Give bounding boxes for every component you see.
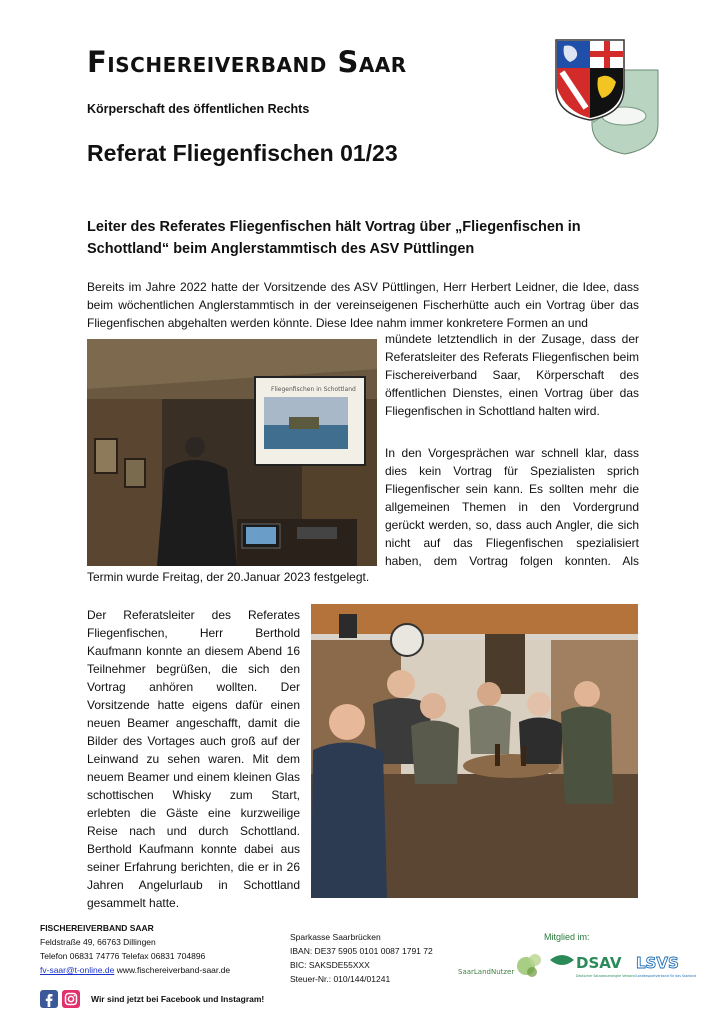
footer-email-link[interactable]: fv-saar@t-online.de bbox=[40, 965, 115, 975]
footer-contact bbox=[40, 921, 280, 977]
paragraph-evening: Der Referatsleiter des Referates Fliegenfischen, Herr Berthold Kaufmann konnte an diesem Abend 16 Teilnehmer begrüßen, die sich den Vortrag anhören wollten. Der Vorsitzende hatte eigens dafür einen neuen Beamer angeschafft, damit die Bilder des Vortages auch groß auf der Leinwand zu sehen waren. Mit dem neuem Beamer und einem kleinen Glas schottischen Whisky zum Start, erlebten die Gäste eine kurzweilige Reise nach und durch Schottland. Berthold Kaufmann konnte dabei aus seiner Erfahrung berichten, die er in 26 Jahren Angelurlaub in Schottland gesammelt hatte. bbox=[87, 608, 300, 910]
dsav-logo bbox=[550, 954, 635, 978]
slide-caption: Fliegenfischen in Schottland bbox=[271, 386, 356, 393]
org-title: Fischereiverband Saar bbox=[87, 45, 407, 79]
svg-text:Landessportverband für das Saa: Landessportverband für das Saarland bbox=[636, 974, 697, 978]
article-headline: Leiter des Referates Fliegenfischen hält Vortrag über „Fliegenfischen in Schottland“ beim Anglerstammtisch des ASV Püttlingen bbox=[87, 219, 581, 257]
svg-text:DSAV: DSAV bbox=[576, 954, 622, 972]
member-label: Mitglied im: bbox=[544, 932, 590, 942]
org-subtitle: Körperschaft des öffentlichen Rechts bbox=[87, 102, 310, 116]
document-heading: Referat Fliegenfischen 01/23 bbox=[87, 140, 398, 166]
paragraph-intro: Bereits im Jahre 2022 hatte der Vorsitzende des ASV Püttlingen, Herr Herbert Leidner, die Idee, dass beim wöchentlichen Anglerstammtisch in der vereinseigenen Fischerhütte auch ein Vortrag über das Fliegenfischen abgehalten werden könnte. Diese Idee nahm immer konkretere Formen an und bbox=[87, 280, 639, 330]
footer-tax-number: Steuer-Nr.: 010/144/01241 bbox=[290, 974, 391, 984]
footer-bic: BIC: SAKSDE55XXX bbox=[290, 960, 370, 970]
stammtisch-group-photo bbox=[311, 604, 638, 898]
instagram-icon[interactable] bbox=[62, 990, 80, 1008]
presentation-photo bbox=[87, 339, 377, 566]
social-media-note: Wir sind jetzt bei Facebook und Instagram! bbox=[91, 994, 265, 1004]
footer-phone: Telefon 06831 74776 Telefax 06831 704896 bbox=[40, 951, 206, 961]
svg-text:Deutscher Salzwasserangler Ver: Deutscher Salzwasserangler Verband bbox=[576, 974, 636, 978]
footer-org: FISCHEREIVERBAND SAAR bbox=[40, 923, 154, 933]
footer-address: Feldstraße 49, 66763 Dillingen bbox=[40, 937, 156, 947]
coat-of-arms-logo bbox=[554, 38, 662, 156]
paragraph-preparation: In den Vorgesprächen war schnell klar, dass dies kein Vortrag für Spezialisten sprich Fliegenfischer sein kann. Es sollten mehr die allgemeinen Themen in den Vordergrund gerückt werden, so, dass auch Angler, die sich nicht auf das Fliegenfischen spezialisiert haben, dem Vortrag folgen konnten. Als bbox=[385, 446, 639, 568]
saarlandnutzer-logo bbox=[458, 954, 541, 977]
paragraph-preparation-end: Termin wurde Freitag, der 20.Januar 2023 festgelegt. bbox=[87, 570, 370, 584]
footer-website[interactable]: www.fischereiverband-saar.de bbox=[116, 965, 231, 975]
paragraph-intro-continued: mündete letztendlich in der Zusage, dass der Referatsleiter des Referats Fliegenfischen beim Fischereiverband Saar, Körperschaft des öffentlichen Dienstes, einen Vortrag über das Fliegenfischen in Schottland halten wird. bbox=[385, 332, 639, 418]
footer-iban: IBAN: DE37 5905 0101 0087 1791 72 bbox=[290, 946, 433, 956]
facebook-icon[interactable] bbox=[40, 990, 58, 1008]
member-logos bbox=[458, 944, 697, 988]
footer-bank-name: Sparkasse Saarbrücken bbox=[290, 932, 381, 942]
lsvs-logo bbox=[636, 954, 696, 978]
svg-text:SaarLandNutzer: SaarLandNutzer bbox=[458, 968, 515, 976]
svg-text:LSVS: LSVS bbox=[636, 954, 679, 972]
